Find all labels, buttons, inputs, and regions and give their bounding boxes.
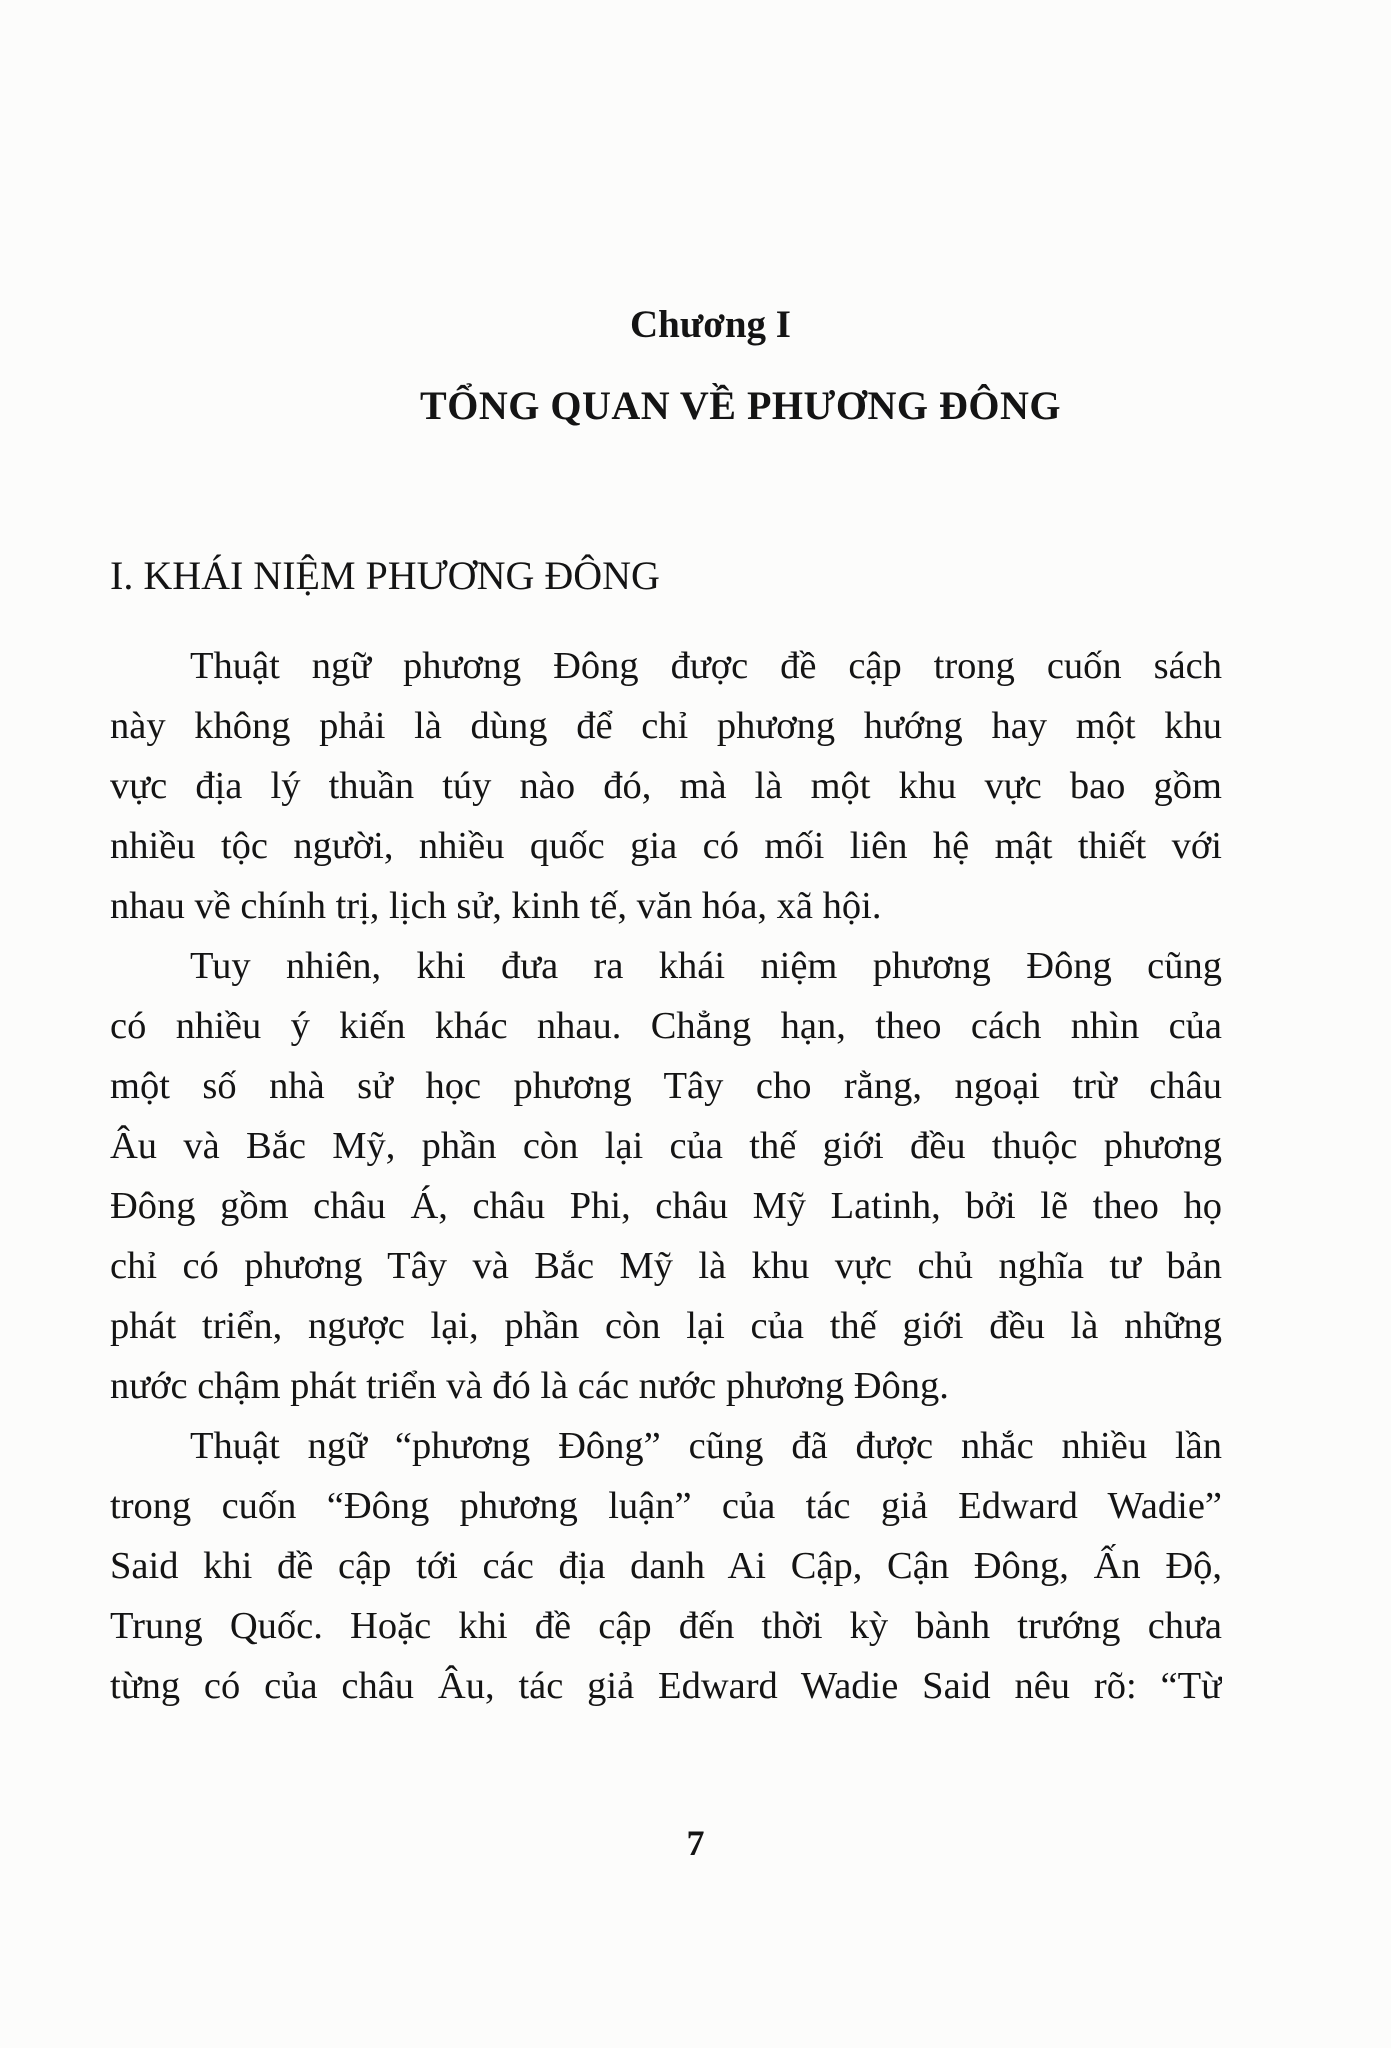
text-line: Said khi đề cập tới các địa danh Ai Cập, Cận Đông, Ấn Độ,	[110, 1545, 1222, 1587]
text-line: này không phải là dùng để chỉ phương hướng hay một khu	[110, 705, 1222, 747]
text-line: Trung Quốc. Hoặc khi đề cập đến thời kỳ bành trướng chưa	[110, 1605, 1222, 1647]
page-number: 7	[686, 1823, 705, 1863]
text-line: một số nhà sử học phương Tây cho rằng, ngoại trừ châu	[110, 1065, 1222, 1107]
text-line: nhiều tộc người, nhiều quốc gia có mối liên hệ mật thiết với	[110, 825, 1222, 867]
chapter-title: TỔNG QUAN VỀ PHƯƠNG ĐÔNG	[420, 383, 1061, 428]
text-line: trong cuốn “Đông phương luận” của tác giả Edward Wadie”	[110, 1485, 1222, 1527]
text-line: có nhiều ý kiến khác nhau. Chẳng hạn, theo cách nhìn của	[110, 1005, 1222, 1047]
text-line: phát triển, ngược lại, phần còn lại của thế giới đều là những	[110, 1305, 1222, 1347]
text-line: chỉ có phương Tây và Bắc Mỹ là khu vực chủ nghĩa tư bản	[110, 1245, 1222, 1287]
text-line: Thuật ngữ phương Đông được đề cập trong cuốn sách	[190, 645, 1222, 687]
text-line: nước chậm phát triển và đó là các nước phương Đông.	[110, 1365, 949, 1407]
text-line: Thuật ngữ “phương Đông” cũng đã được nhắc nhiều lần	[190, 1425, 1222, 1467]
body-text	[110, 640, 1222, 1720]
section-heading: I. KHÁI NIỆM PHƯƠNG ĐÔNG	[110, 553, 660, 598]
text-line: Đông gồm châu Á, châu Phi, châu Mỹ Latinh, bởi lẽ theo họ	[110, 1185, 1222, 1227]
text-line: Âu và Bắc Mỹ, phần còn lại của thế giới đều thuộc phương	[110, 1125, 1222, 1167]
chapter-label: Chương I	[630, 303, 791, 346]
text-line: từng có của châu Âu, tác giả Edward Wadie Said nêu rõ: “Từ	[110, 1665, 1222, 1707]
text-line: nhau về chính trị, lịch sử, kinh tế, văn hóa, xã hội.	[110, 885, 882, 927]
text-line: vực địa lý thuần túy nào đó, mà là một khu vực bao gồm	[110, 765, 1222, 807]
text-line: Tuy nhiên, khi đưa ra khái niệm phương Đông cũng	[190, 945, 1222, 987]
